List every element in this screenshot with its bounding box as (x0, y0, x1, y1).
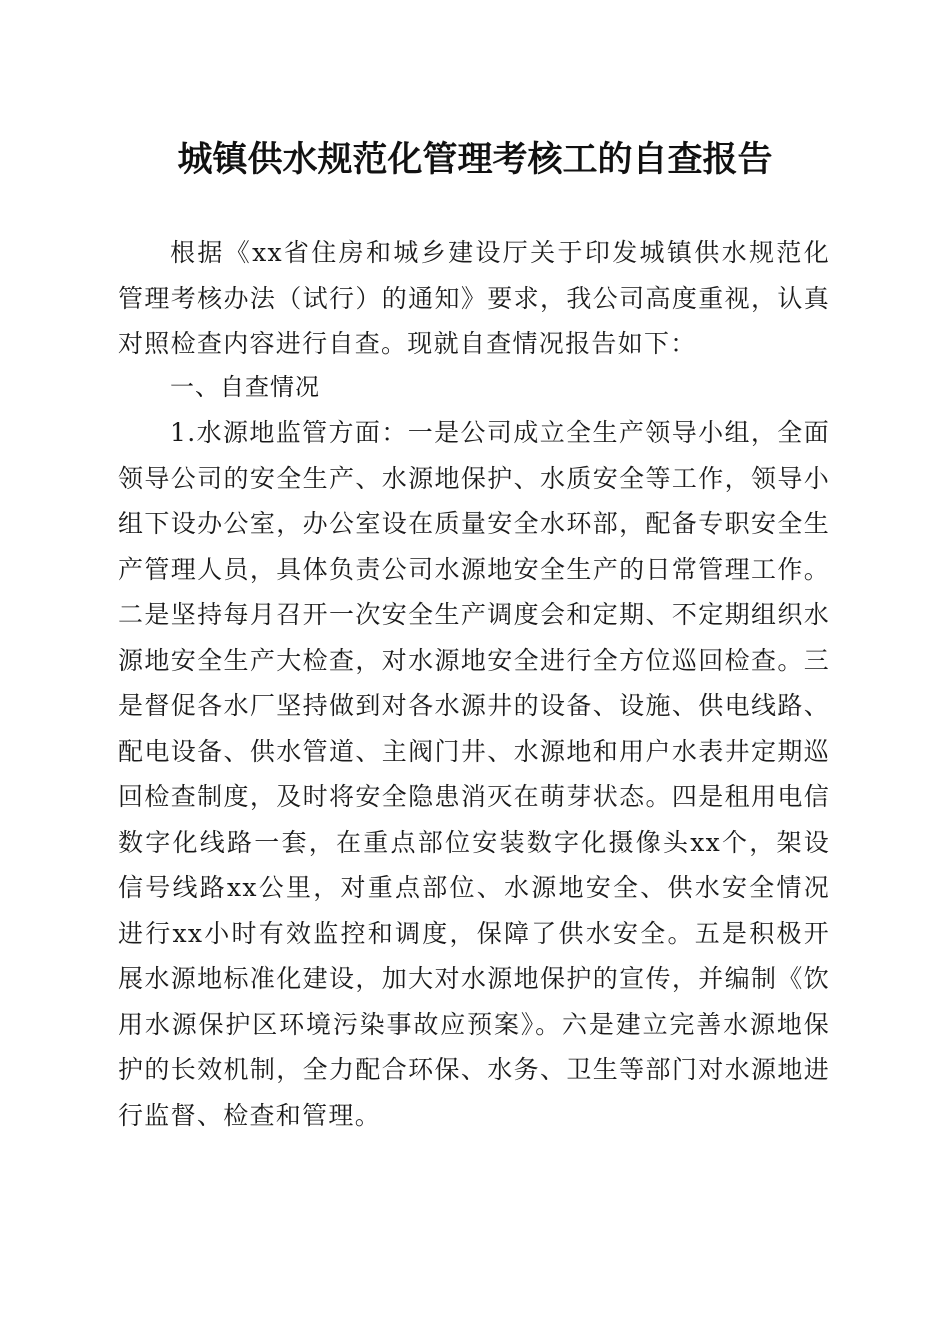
intro-paragraph: 根据《xx省住房和城乡建设厅关于印发城镇供水规范化管理考核办法（试行）的通知》要求，我公司高度重视，认真对照检查内容进行自查。现就自查情况报告如下： (118, 238, 830, 358)
item-paragraph: 1.水源地监管方面：一是公司成立全生产领导小组，全面领导公司的安全生产、水源地保护、水质安全等工作，领导小组下设办公室，办公室设在质量安全水环部，配备专职安全生产管理人员，具体负责公司水源地安全生产的日常管理工作。二是坚持每月召开一次安全生产调度会和定期、不定期组织水源地安全生产大检查，对水源地安全进行全方位巡回检查。三是督促各水厂坚持做到对各水源井的设备、设施、供电线路、配电设备、供水管道、主阀门井、水源地和用户水表井定期巡回检查制度，及时将安全隐患消灭在萌芽状态。四是租用电信数字化线路一套，在重点部位安装数字化摄像头xx个，架设信号线路xx公里，对重点部位、水源地安全、供水安全情况进行xx小时有效监控和调度，保障了供水安全。五是积极开展水源地标准化建设，加大对水源地保护的宣传，并编制《饮用水源保护区环境污染事故应预案》。六是建立完善水源地保护的长效机制，全力配合环保、水务、卫生等部门对水源地进行监督、检查和管理。 (118, 418, 830, 1130)
section-heading: 一、自查情况 (170, 373, 320, 401)
document-title: 城镇供水规范化管理考核工的自查报告 (177, 139, 773, 180)
